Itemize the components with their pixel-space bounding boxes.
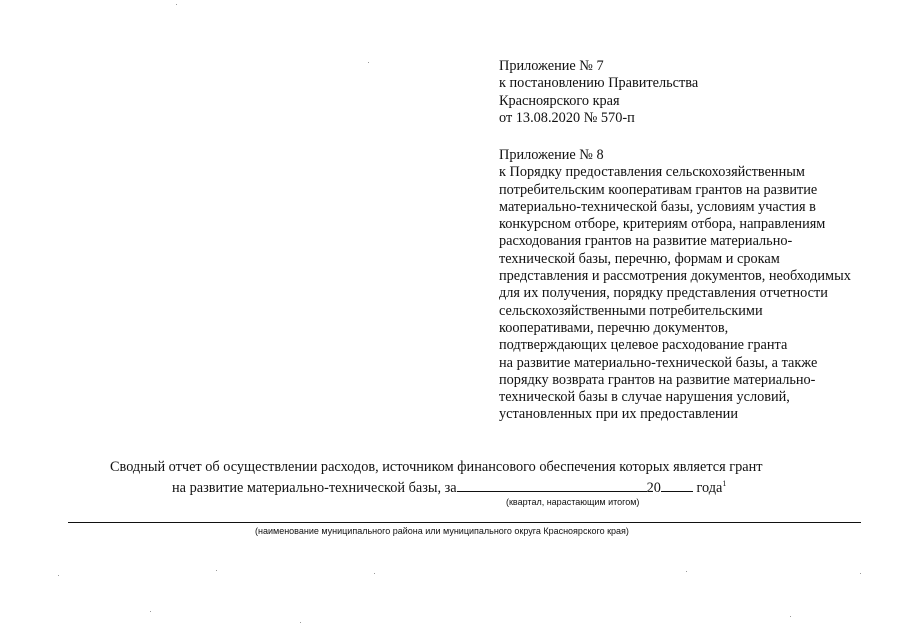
appendix-8-line: потребительским кооперативам грантов на развитие (499, 181, 818, 198)
report-title-line-1: Сводный отчет об осуществлении расходов, источником финансового обеспечения которых является грант (110, 459, 763, 475)
appendix-8-line: порядку возврата грантов на развитие материально- (499, 371, 816, 388)
appendix-7-line: к постановлению Правительства (499, 75, 699, 92)
org-name-blank-line[interactable] (68, 522, 861, 523)
appendix-8-line: конкурсном отборе, критериям отбора, направлениям (499, 216, 826, 233)
period-blank-field[interactable] (457, 478, 647, 492)
appendix-7-line: от 13.08.2020 № 570-п (499, 109, 635, 126)
appendix-7-block (499, 58, 879, 127)
report-title-line-2 (172, 478, 726, 498)
appendix-8-line: кооперативами, перечню документов, (499, 319, 729, 336)
footnote-mark: 1 (722, 479, 727, 489)
scan-speck (368, 62, 369, 63)
scan-speck (176, 4, 177, 5)
scan-speck (790, 616, 791, 617)
appendix-7-line: Приложение № 7 (499, 58, 604, 74)
appendix-8-line: технической базы, перечню, формам и срокам (499, 250, 780, 267)
appendix-8-line: сельскохозяйственными потребительскими (499, 302, 763, 319)
appendix-8-line: расходования грантов на развитие материально- (499, 233, 793, 250)
org-caption: (наименование муниципального района или муниципального округа Красноярского края) (255, 526, 629, 536)
appendix-8-line: Приложение № 8 (499, 147, 604, 163)
appendix-8-block (499, 147, 879, 424)
appendix-8-line: представления и рассмотрения документов, необходимых (499, 268, 851, 285)
appendix-8-line: установленных при их предоставлении (499, 406, 738, 423)
appendix-8-line: к Порядку предоставления сельскохозяйственным (499, 164, 805, 181)
scan-speck (58, 575, 59, 576)
scan-speck (686, 571, 687, 572)
report-period-prefix: на развитие материально-технической базы, за (172, 480, 457, 496)
scan-speck (216, 570, 217, 571)
appendix-8-line: материально-технической базы, условиям участия в (499, 198, 816, 215)
appendix-7-line: Красноярского края (499, 92, 620, 109)
year-blank-field[interactable] (661, 478, 693, 492)
scan-speck (860, 573, 861, 574)
year-prefix: 20 (646, 480, 661, 496)
appendix-8-line: на развитие материально-технической базы, а также (499, 354, 818, 371)
scan-speck (300, 622, 301, 623)
scan-speck (150, 611, 151, 612)
year-suffix: года (692, 480, 723, 496)
appendix-8-line: для их получения, порядку представления отчетности (499, 285, 828, 302)
period-caption: (квартал, нарастающим итогом) (506, 497, 640, 507)
scan-speck (374, 573, 375, 574)
appendix-8-line: подтверждающих целевое расходование гранта (499, 337, 788, 354)
appendix-8-line: технической базы в случае нарушения условий, (499, 389, 790, 406)
